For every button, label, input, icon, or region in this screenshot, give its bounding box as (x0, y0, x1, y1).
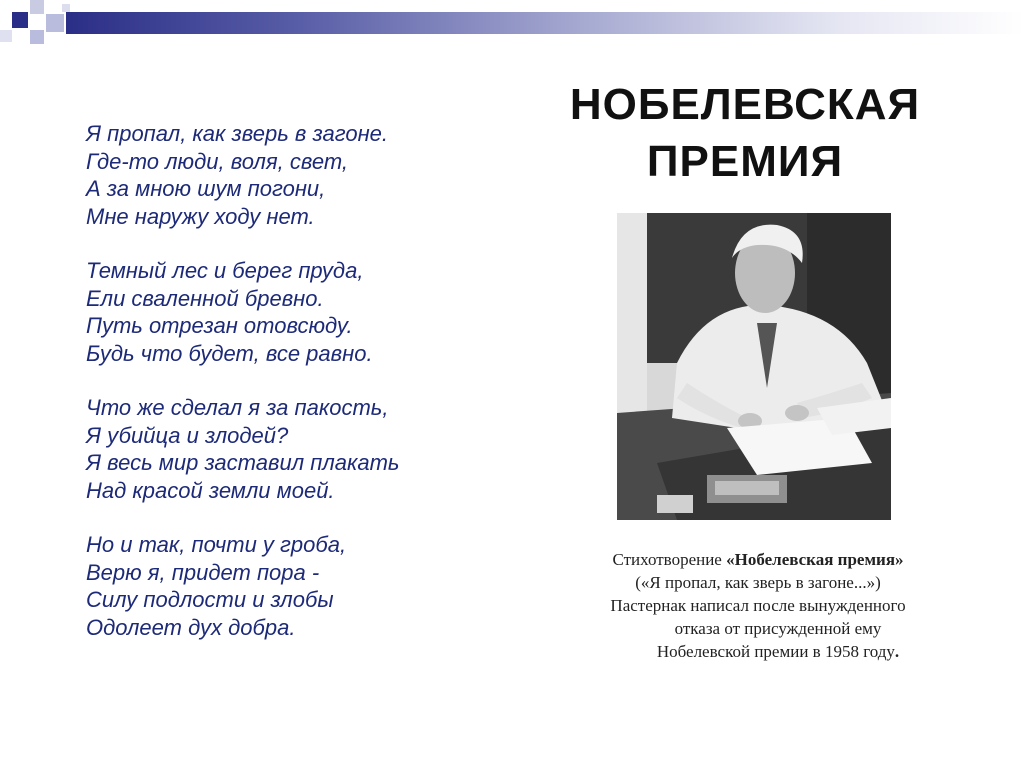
decor-square (46, 14, 64, 32)
poem-line: Верю я, придет пора - (86, 559, 320, 585)
title-line-2: ПРЕМИЯ (646, 137, 844, 186)
title-line-1: НОБЕЛЕВСКАЯ (569, 80, 921, 129)
caption-line (548, 548, 968, 571)
poem-line: Одолеет дух добра. (86, 614, 296, 640)
decor-square (30, 30, 44, 44)
poem (86, 120, 526, 668)
caption-line: Пастернак написал после вынужденного (610, 596, 906, 615)
poem-line: Я пропал, как зверь в загоне. (86, 121, 389, 146)
poem-line: А за мною шум погони, (86, 176, 326, 201)
poem-line: Ели сваленной бревно. (86, 285, 324, 311)
poem-stanza (86, 120, 526, 230)
poem-line: Я весь мир заставил плакать (86, 450, 400, 475)
decor-square (62, 4, 70, 12)
slide-title (530, 76, 960, 190)
caption-period: . (894, 642, 900, 661)
poem-line: Где-то люди, воля, свет, (86, 148, 349, 174)
caption-line: («Я пропал, как зверь в загоне...») (635, 573, 881, 592)
decor-square (0, 30, 12, 42)
caption-line (548, 640, 968, 663)
caption-line-text: Нобелевской премии в 1958 году (656, 642, 895, 661)
poem-line: Мне наружу ходу нет. (86, 203, 315, 229)
poem-line: Над красой земли моей. (86, 477, 335, 503)
poem-stanza (86, 531, 526, 641)
portrait-illustration (617, 213, 891, 520)
portrait-photo (617, 213, 891, 520)
poem-line: Что же сделал я за пакость, (86, 395, 389, 420)
poem-stanza (86, 394, 526, 504)
photo-caption (548, 548, 968, 663)
poem-line: Но и так, почти у гроба, (86, 532, 347, 557)
poem-line: Силу подлости и злобы (86, 587, 334, 612)
caption-prefix: Стихотворение (612, 550, 727, 569)
poem-line: Темный лес и берег пруда, (86, 258, 364, 283)
poem-line: Я убийца и злодей? (86, 422, 289, 448)
caption-poem-title: «Нобелевская премия» (726, 550, 904, 569)
header-gradient-band (66, 12, 1024, 34)
decor-square (30, 0, 44, 14)
decor-square (12, 12, 28, 28)
poem-line: Будь что будет, все равно. (86, 340, 373, 366)
poem-line: Путь отрезан отовсюду. (86, 313, 353, 338)
poem-stanza (86, 257, 526, 367)
caption-line: отказа от присужденной ему (674, 619, 882, 638)
